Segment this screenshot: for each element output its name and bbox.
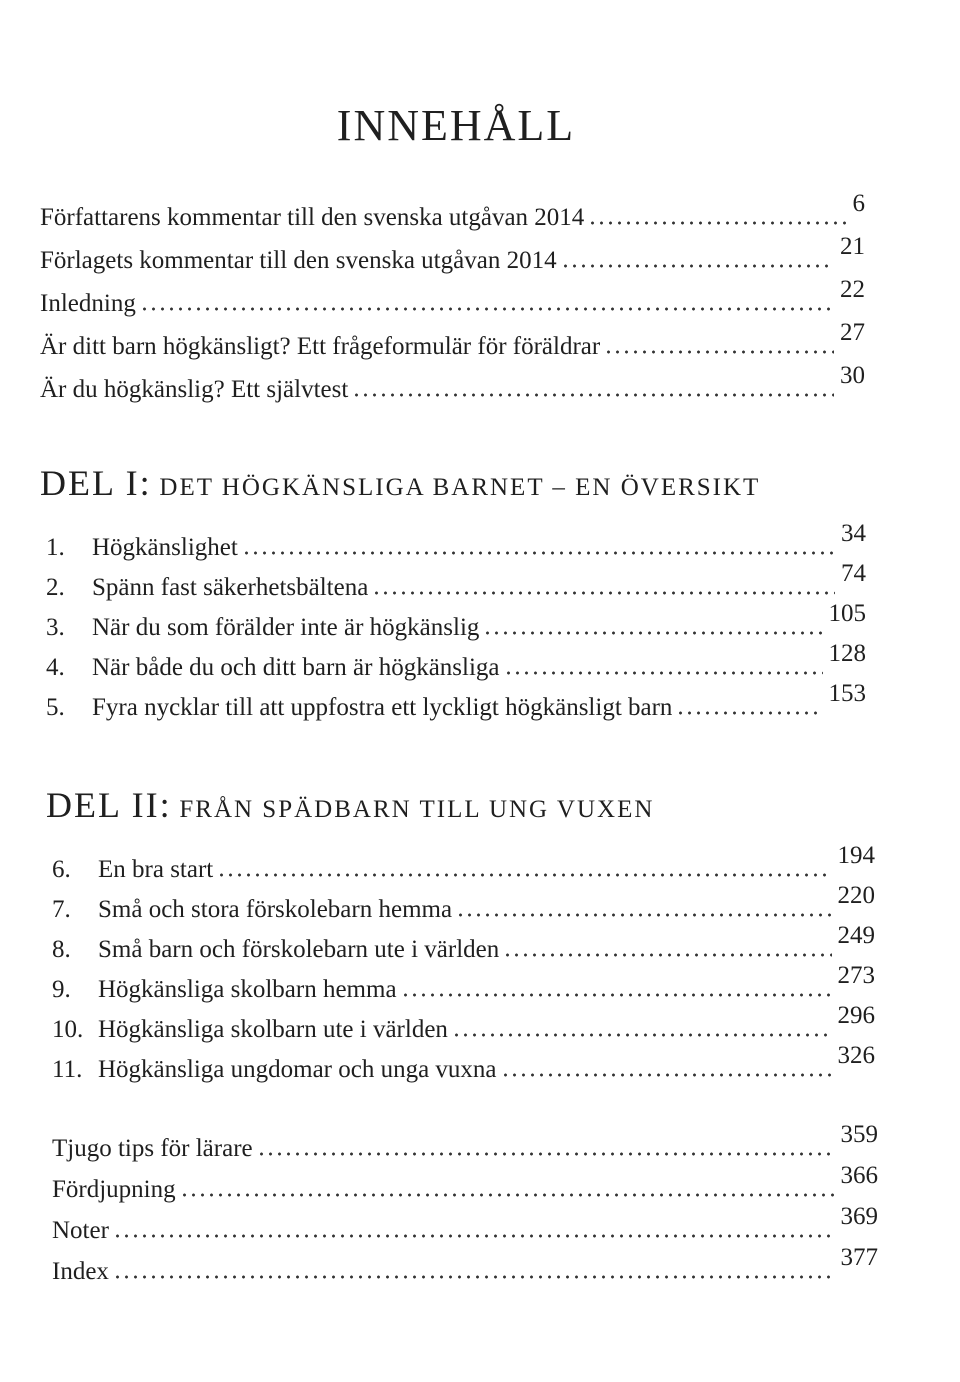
chapter-entry <box>52 962 875 1005</box>
leader-dots <box>588 221 846 225</box>
entry-label: Förlagets kommentar till den svenska utgåvan 2014 <box>40 247 557 274</box>
chapter-page: 296 <box>837 1002 875 1029</box>
chapter-entry <box>46 520 866 563</box>
chapter-number: 11. <box>52 1056 83 1083</box>
chapter-entry <box>46 640 866 683</box>
leader-dots <box>180 1193 835 1197</box>
chapter-entry <box>46 560 866 603</box>
chapter-label: När både du och ditt barn är högkänsliga <box>92 654 500 681</box>
entry-label: Noter <box>52 1217 109 1244</box>
page-title: INNEHÅLL <box>336 101 576 150</box>
entry-page: 21 <box>840 233 865 260</box>
entry-label: Inledning <box>40 290 136 317</box>
chapter-page: 34 <box>841 520 866 547</box>
entry-label: Är ditt barn högkänsligt? Ett frågeformulär för föräldrar <box>40 333 601 360</box>
toc-entry <box>52 1162 878 1205</box>
chapter-number: 3. <box>46 614 65 641</box>
leader-dots <box>604 350 834 354</box>
chapter-page: 326 <box>837 1042 875 1069</box>
chapter-number: 10. <box>52 1016 84 1043</box>
toc-entry <box>40 190 865 233</box>
chapter-number: 8. <box>52 936 71 963</box>
part-title: FRÅN SPÄDBARN TILL UNG VUXEN <box>179 796 655 823</box>
leader-dots <box>561 264 834 268</box>
chapter-number: 4. <box>46 654 65 681</box>
chapter-page: 74 <box>841 560 866 587</box>
chapter-page: 128 <box>828 640 866 667</box>
entry-page: 30 <box>840 362 865 389</box>
part-prefix: DEL I: <box>40 463 152 503</box>
chapter-label: Små barn och förskolebarn ute i världen <box>98 936 500 963</box>
chapter-label: Spänn fast säkerhetsbältena <box>92 574 369 601</box>
entry-page: 6 <box>852 190 865 217</box>
chapter-number: 2. <box>46 574 65 601</box>
chapter-page: 220 <box>837 882 875 909</box>
chapter-number: 6. <box>52 856 71 883</box>
chapter-number: 9. <box>52 976 71 1003</box>
entry-label: Index <box>52 1258 109 1285</box>
chapter-label: När du som förälder inte är högkänslig <box>92 614 480 641</box>
leader-dots <box>242 551 835 555</box>
toc-entry <box>40 362 865 405</box>
toc-entry <box>40 276 865 319</box>
leader-dots <box>456 913 831 917</box>
leader-dots <box>401 993 832 997</box>
chapter-number: 7. <box>52 896 71 923</box>
chapter-entry <box>52 1002 875 1045</box>
chapter-entry <box>52 842 875 885</box>
leader-dots <box>503 953 831 957</box>
leader-dots <box>113 1234 835 1238</box>
chapter-label: Små och stora förskolebarn hemma <box>98 896 453 923</box>
leader-dots <box>676 711 822 715</box>
chapter-page: 249 <box>837 922 875 949</box>
leader-dots <box>452 1033 832 1037</box>
chapter-label: Högkänsliga skolbarn ute i världen <box>98 1016 448 1043</box>
entry-page: 369 <box>840 1203 878 1230</box>
toc-entry <box>52 1203 878 1246</box>
leader-dots <box>501 1073 832 1077</box>
leader-dots <box>372 591 835 595</box>
leader-dots <box>504 671 823 675</box>
part-heading <box>46 784 654 826</box>
toc-entry <box>40 319 865 362</box>
leader-dots <box>113 1275 835 1279</box>
chapter-entry <box>46 680 866 723</box>
leader-dots <box>483 631 822 635</box>
entry-page: 366 <box>840 1162 878 1189</box>
chapter-label: Fyra nycklar till att uppfostra ett lyckligt högkänsligt barn <box>92 694 673 721</box>
leader-dots <box>352 393 834 397</box>
toc-entry <box>52 1121 878 1164</box>
chapter-entry <box>52 1042 875 1085</box>
part-heading <box>40 462 760 504</box>
toc-entry <box>52 1244 878 1287</box>
chapter-label: Högkänsliga ungdomar och unga vuxna <box>98 1056 497 1083</box>
leader-dots <box>257 1152 835 1156</box>
chapter-number: 1. <box>46 534 65 561</box>
chapter-entry <box>52 882 875 925</box>
chapter-entry <box>52 922 875 965</box>
chapter-entry <box>46 600 866 643</box>
entry-page: 377 <box>840 1244 878 1271</box>
leader-dots <box>140 307 834 311</box>
part-prefix: DEL II: <box>46 785 172 825</box>
entry-label: Är du högkänslig? Ett självtest <box>40 376 349 403</box>
chapter-page: 105 <box>828 600 866 627</box>
entry-label: Tjugo tips för lärare <box>52 1135 253 1162</box>
chapter-label: En bra start <box>98 856 214 883</box>
chapter-label: Högkänsliga skolbarn hemma <box>98 976 397 1003</box>
entry-page: 22 <box>840 276 865 303</box>
chapter-page: 273 <box>837 962 875 989</box>
entry-page: 359 <box>840 1121 878 1148</box>
leader-dots <box>217 873 831 877</box>
toc-entry <box>40 233 865 276</box>
entry-label: Författarens kommentar till den svenska utgåvan 2014 <box>40 204 585 231</box>
chapter-number: 5. <box>46 694 65 721</box>
entry-label: Fördjupning <box>52 1176 176 1203</box>
chapter-label: Högkänslighet <box>92 534 238 561</box>
entry-page: 27 <box>840 319 865 346</box>
part-title: DET HÖGKÄNSLIGA BARNET – EN ÖVERSIKT <box>159 474 761 501</box>
chapter-page: 153 <box>828 680 866 707</box>
chapter-page: 194 <box>837 842 875 869</box>
